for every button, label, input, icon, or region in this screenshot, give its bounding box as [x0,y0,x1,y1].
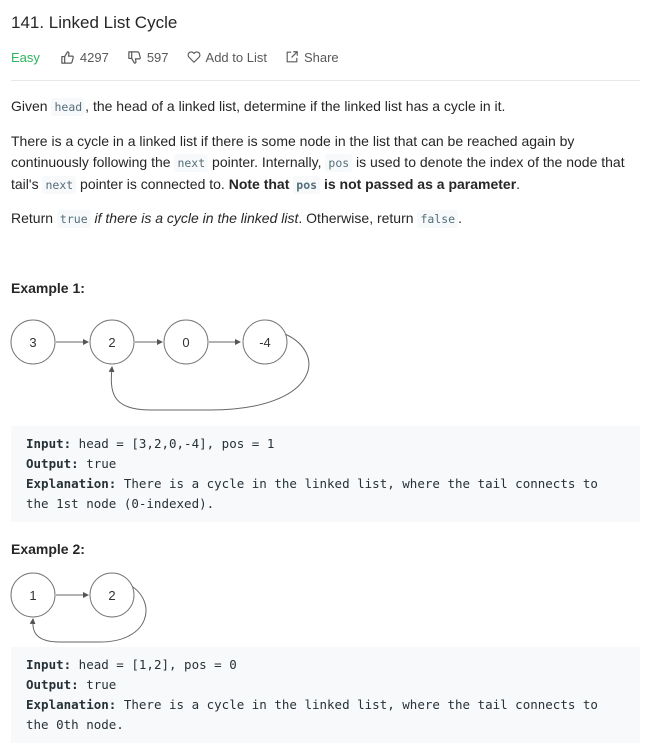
description-paragraph-1 [11,96,641,118]
input-value: head = [1,2], pos = 0 [71,657,237,672]
list-node [90,320,134,364]
share-button[interactable] [285,50,339,65]
code-pos-bold: pos [293,176,320,194]
text: . [458,210,462,226]
header-divider [11,80,640,81]
output-label: Output: [26,456,79,471]
list-node [243,320,287,364]
example-2-code-block [11,647,640,743]
code-next: next [174,154,208,172]
node-value: 2 [108,335,116,350]
description-paragraph-2 [11,131,641,196]
code-false: false [417,210,458,228]
thumbs-down-icon [127,50,142,65]
code-true: true [57,210,91,228]
node-value: 1 [29,588,37,603]
dislike-button[interactable] [127,50,169,65]
problem-title: 141. Linked List Cycle [11,13,178,32]
example-2-title: Example 2: [11,541,85,557]
example-1-linked-list-diagram [0,310,330,420]
example-2-linked-list-diagram [0,572,170,648]
text: is used to denote the index of the node that tail's [11,154,625,192]
explanation-value: There is a cycle in the linked list, where the tail connects to the 0th node. [26,697,606,732]
add-to-list-label: Add to List [205,49,267,65]
list-node [11,320,55,364]
input-label: Input: [26,657,72,672]
like-count: 4297 [79,49,109,65]
difficulty-badge: Easy [11,49,40,65]
output-label: Output: [26,677,79,692]
output-value: true [78,456,117,471]
like-button[interactable] [60,50,109,65]
text: pointer. Internally, [208,154,326,170]
list-node [11,573,55,617]
thumbs-up-icon [60,50,75,65]
text: pointer is connected to. [76,176,229,192]
code-pos: pos [325,154,352,172]
explanation-label: Explanation: [26,697,117,712]
output-value: true [78,677,117,692]
input-value: head = [3,2,0,-4], pos = 1 [71,436,275,451]
node-value: 3 [29,335,37,350]
code-head: head [51,98,85,116]
text: Given [11,98,52,114]
example-1-code-block [11,426,640,522]
code-next: next [42,176,76,194]
bold-text: is not passed as a parameter [320,176,517,192]
problem-meta-bar [11,47,357,67]
node-value: 2 [108,588,116,603]
list-node [90,573,134,617]
text: Return [11,210,57,226]
dislike-count: 597 [146,49,169,65]
bold-text: Note that [228,176,294,192]
input-label: Input: [26,436,72,451]
explanation-value: There is a cycle in the linked list, where the tail connects to the 1st node (0-indexed). [26,476,606,511]
share-label: Share [303,49,339,65]
node-value: -4 [259,335,271,350]
text: There is a cycle in a linked list if there is some node in the list that can be reached again by continuously following the [11,133,575,170]
share-icon [285,50,299,64]
text: , the head of a linked list, determine if the linked list has a cycle in it. [85,98,506,114]
node-value: 0 [182,335,190,350]
description-paragraph-3 [11,208,641,230]
add-to-list-button[interactable] [187,50,267,65]
text: . [516,176,521,192]
explanation-label: Explanation: [26,476,117,491]
heart-icon [187,50,201,64]
text: . Otherwise, return [298,210,418,226]
example-1-title: Example 1: [11,280,85,296]
list-node [164,320,208,364]
italic-text: if there is a cycle in the linked list [90,210,299,226]
